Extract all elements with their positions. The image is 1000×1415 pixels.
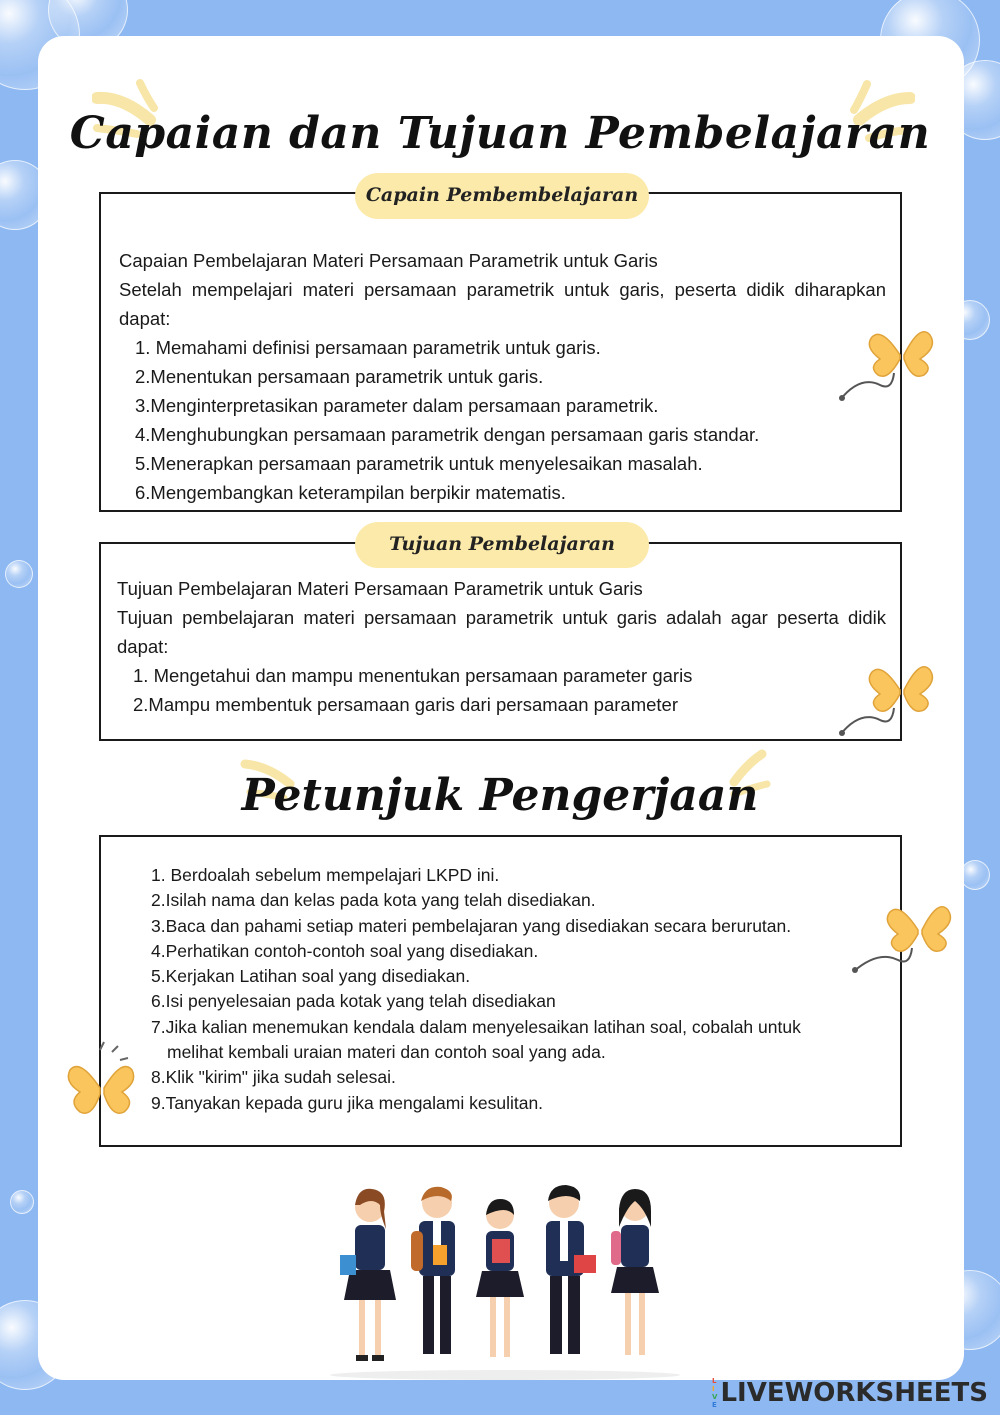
list-item: 9.Tanyakan kepada guru jika mengalami kesulitan.	[151, 1092, 544, 1113]
list-item: 1. Mengetahui dan mampu menentukan persamaan parameter garis	[133, 665, 693, 686]
liveworksheets-logo	[712, 1377, 988, 1409]
capaian-box	[99, 192, 902, 512]
list-item: 5.Menerapkan persamaan parametrik untuk menyelesaikan masalah.	[135, 453, 703, 474]
list-item: 4.Perhatikan contoh-contoh soal yang disediakan.	[151, 940, 539, 961]
butterfly-icon	[830, 650, 940, 740]
butterfly-icon	[830, 315, 940, 405]
bubble-decoration	[5, 560, 33, 588]
logo-live-mark: L I V E	[712, 1377, 718, 1409]
bubble-decoration	[10, 1190, 34, 1214]
tujuan-heading: Tujuan Pembelajaran Materi Persamaan Parametrik untuk Garis	[117, 578, 643, 599]
capaian-intro: Setelah mempelajari materi persamaan parametrik untuk garis, peserta didik diharapkan dapat:	[119, 279, 886, 329]
list-item: 6.Mengembangkan keterampilan berpikir matematis.	[135, 482, 566, 503]
list-item: 3.Menginterpretasikan parameter dalam persamaan parametrik.	[135, 395, 659, 416]
tujuan-list	[117, 661, 886, 719]
students-illustration	[320, 1185, 690, 1380]
list-item: 1. Memahami definisi persamaan parametrik untuk garis.	[135, 337, 601, 358]
list-item: 2.Menentukan persamaan parametrik untuk garis.	[135, 366, 544, 387]
list-item: melihat kembali uraian materi dan contoh soal yang ada.	[167, 1042, 606, 1063]
capaian-list	[119, 333, 886, 507]
list-item: 2.Mampu membentuk persamaan garis dari persamaan parameter	[133, 694, 678, 715]
logo-text: LIVEWORKSHEETS	[720, 1378, 988, 1408]
list-item: 5.Kerjakan Latihan soal yang disediakan.	[151, 966, 471, 987]
tujuan-box	[99, 542, 902, 741]
list-item: 4.Menghubungkan persamaan parametrik dengan persamaan garis standar.	[135, 424, 760, 445]
petunjuk-list	[151, 863, 886, 1116]
list-item: 2.Isilah nama dan kelas pada kota yang telah disediakan.	[151, 890, 596, 911]
tujuan-intro: Tujuan pembelajaran materi persamaan parametrik untuk garis adalah agar peserta didik dapat:	[117, 607, 886, 657]
list-item: 8.Klik "kirim" jika sudah selesai.	[151, 1067, 396, 1088]
capaian-tag: Capain Pembembelajaran	[355, 173, 649, 219]
list-item: 1. Berdoalah sebelum mempelajari LKPD ini.	[151, 865, 500, 885]
list-item: 6.Isi penyelesaian pada kotak yang telah disediakan	[151, 991, 556, 1012]
list-item: 7.Jika kalian menemukan kendala dalam menyelesaikan latihan soal, cobalah untuk	[151, 1016, 801, 1037]
petunjuk-box	[99, 835, 902, 1147]
butterfly-icon	[60, 1040, 150, 1130]
section-title: Petunjuk Pengerjaan	[241, 770, 759, 821]
butterfly-icon	[848, 890, 958, 980]
list-item: 3.Baca dan pahami setiap materi pembelajaran yang disediakan secara berurutan.	[151, 915, 792, 936]
tujuan-tag: Tujuan Pembelajaran	[355, 522, 649, 568]
page-title: Capaian dan Tujuan Pembelajaran	[69, 108, 931, 159]
bubble-decoration	[960, 860, 990, 890]
capaian-heading: Capaian Pembelajaran Materi Persamaan Parametrik untuk Garis	[119, 250, 658, 271]
